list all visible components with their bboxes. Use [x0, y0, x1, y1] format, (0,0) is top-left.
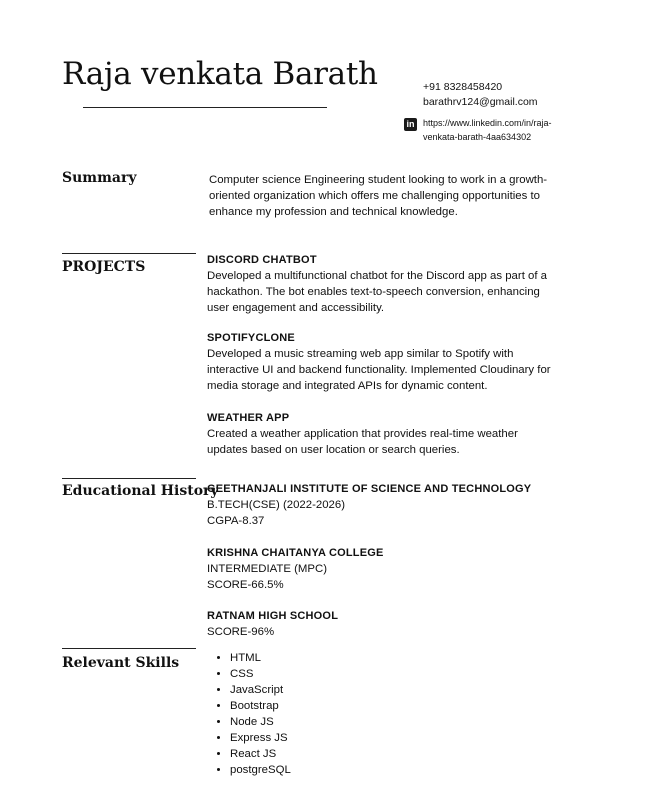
projects-divider	[62, 253, 196, 254]
skill-item: • postgreSQL	[230, 762, 291, 778]
education-detail: SCORE-66.5%	[207, 579, 284, 591]
education-detail: B.TECH(CSE) (2022-2026)	[207, 499, 346, 511]
project-title: SPOTIFYCLONE	[207, 332, 295, 344]
skills-heading: Relevant Skills	[62, 655, 180, 671]
phone-number: +91 8328458420	[423, 81, 503, 93]
name-underline	[83, 107, 327, 108]
project-description-line: Developed a multifunctional chatbot for the Discord app as part of a	[207, 270, 548, 282]
skill-item: • JavaScript	[230, 682, 291, 698]
projects-heading: PROJECTS	[62, 259, 146, 275]
skill-item: • CSS	[230, 666, 291, 682]
institution-name: GEETHANJALI INSTITUTE OF SCIENCE AND TECHNOLOGY	[207, 483, 532, 495]
project-discord-chatbot	[207, 252, 572, 316]
summary-line: Computer science Engineering student looking to work in a growth-	[209, 174, 548, 186]
education-geethanjali	[207, 481, 572, 529]
project-description-line: interactive UI and backend functionality. Implemented Cloudinary for	[207, 364, 551, 376]
project-description-line: updates based on user location or search queries.	[207, 444, 460, 456]
project-description-line: Created a weather application that provides real-time weather	[207, 428, 518, 440]
skills-divider	[62, 648, 196, 649]
summary-line: enhance my profession and technical knowledge.	[209, 206, 458, 218]
summary-line: oriented organization which offers me challenging opportunities to	[209, 190, 540, 202]
education-krishna-chaitanya	[207, 545, 572, 593]
email-address: barathrv124@gmail.com	[423, 96, 538, 108]
education-detail: CGPA-8.37	[207, 515, 265, 527]
project-description-line: user engagement and accessibility.	[207, 302, 385, 314]
linkedin-url-line-1: https://www.linkedin.com/in/raja-	[423, 118, 552, 128]
project-description-line: hackathon. The bot enables text-to-speech conversion, enhancing	[207, 286, 540, 298]
project-weather-app	[207, 410, 572, 458]
summary-heading: Summary	[62, 170, 137, 186]
education-detail: SCORE-96%	[207, 626, 275, 638]
skill-item: • HTML	[230, 650, 291, 666]
linkedin-icon: in	[404, 118, 417, 131]
skill-item: • React JS	[230, 746, 291, 762]
project-description-line: Developed a music streaming web app similar to Spotify with	[207, 348, 514, 360]
education-detail: INTERMEDIATE (MPC)	[207, 563, 328, 575]
skill-item: • Bootstrap	[230, 698, 291, 714]
institution-name: RATNAM HIGH SCHOOL	[207, 610, 339, 622]
linkedin-url-line-2: venkata-barath-4aa634302	[423, 132, 532, 142]
skill-item: • Node JS	[230, 714, 291, 730]
linkedin-url[interactable]	[423, 116, 583, 144]
project-title: DISCORD CHATBOT	[207, 254, 317, 266]
summary-text	[209, 172, 569, 220]
skills-list	[212, 650, 291, 778]
skill-item: • Express JS	[230, 730, 291, 746]
education-divider	[62, 478, 196, 479]
education-heading: Educational History	[62, 483, 219, 499]
project-spotifyclone	[207, 330, 572, 394]
project-description-line: media storage and integrated APIs for dynamic content.	[207, 380, 488, 392]
education-ratnam	[207, 608, 572, 640]
candidate-name: Raja venkata Barath	[62, 56, 378, 92]
institution-name: KRISHNA CHAITANYA COLLEGE	[207, 547, 384, 559]
project-title: WEATHER APP	[207, 412, 290, 424]
